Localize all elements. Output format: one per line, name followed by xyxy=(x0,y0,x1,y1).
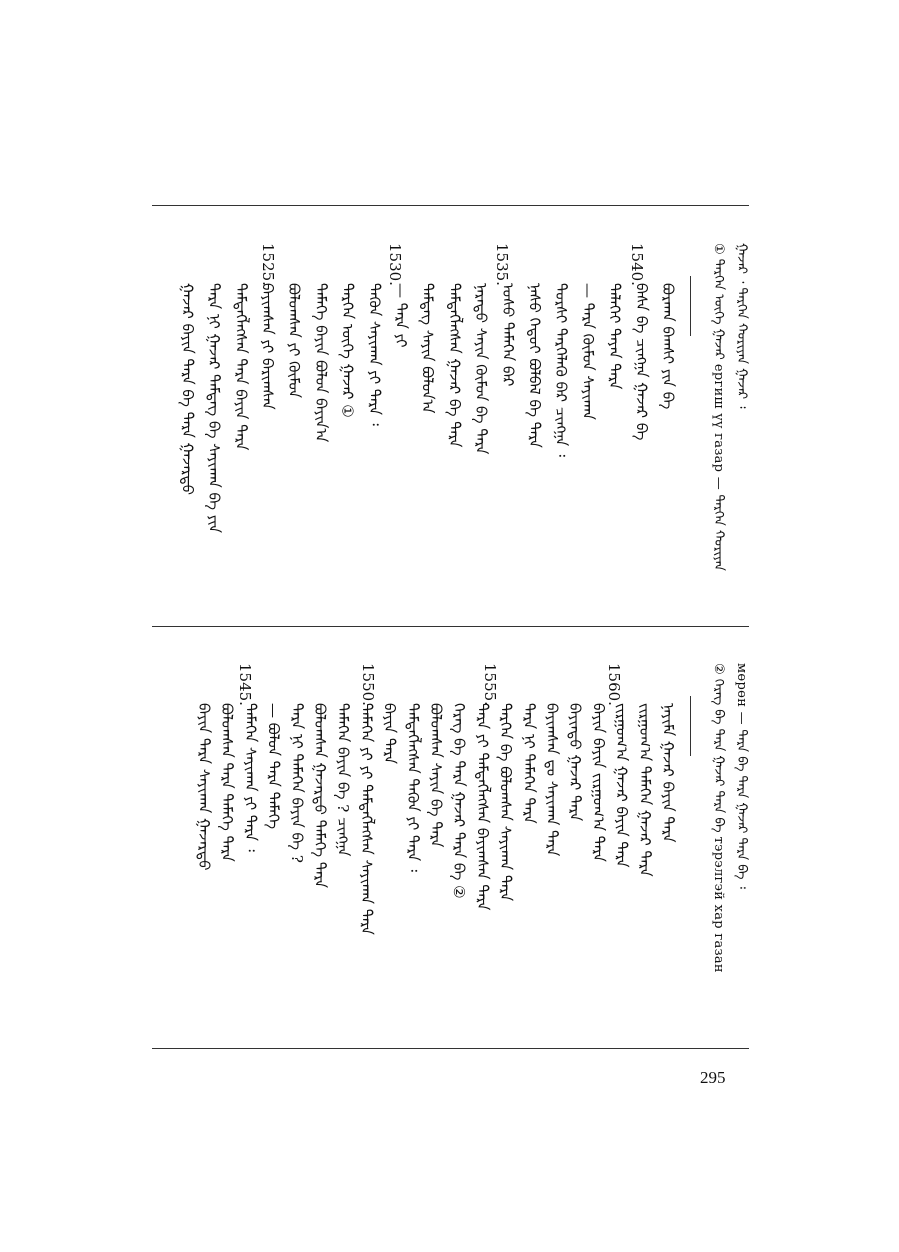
lower-verse-line: ᠲᠡᠷᠡ ᠨᠢ ᠲᠡᠮᠡᠭᠡᠨ ᠲᠡᠷᠡ xyxy=(519,703,538,824)
lower-footnote-line: мөрөн — ᠲᠡᠷᠡ ᠪᠠ ᠲᠡᠷᠡ ᠭᠠᠵᠠᠷ ᠲᠡᠷᠡ ᠪᠠ ᠄ xyxy=(734,663,749,889)
upper-verse-line: ᠭᠠᠵᠠᠷ ᠪᠠᠶᠢᠨ ᠲᠡᠷᠡ ᠪᠠ ᠲᠡᠷᠡ ᠭᠠᠵᠠᠷᠲᠤ xyxy=(178,283,197,496)
upper-verse-line: ᠲᠡᠮᠳᠡᠭᠯᠡᠭᠰᠡᠨ ᠭᠠᠵᠠᠷ ᠪᠠ ᠲᠡᠷᠡ xyxy=(445,283,464,448)
lower-footnote-line: ② ᠬᠡᠷᠡᠭ ᠪᠠ ᠲᠡᠷᠡ ᠭᠠᠵᠠᠷ ᠲᠡᠷᠡ ᠪᠠ тэрэлгэй хар газан xyxy=(711,663,726,973)
upper-verse-line: ᠲᠡᠷᠭᠡᠨ ᠦᠭᠡ ᠭᠠᠵᠠᠷ ① xyxy=(338,283,357,418)
rule-0 xyxy=(152,205,749,206)
page-number: 295 xyxy=(700,1068,726,1087)
lower-verse-line: ᠬᠡᠷᠡᠭ ᠪᠠ ᠲᠡᠷᠡ ᠭᠠᠵᠠᠷ ᠲᠡᠷᠡ ᠪᠠ ② xyxy=(450,703,469,899)
lower-verse-line: ᠪᠠᠶᠢᠨ ᠪᠠᠶᠢᠨ ᠵᠢᠷᠭᠤᠭ᠎ᠠ ᠲᠡᠷᠡ xyxy=(589,703,608,862)
lower-verse-line: ᠨᠠᠶᠢᠮᠠ ᠭᠠᠵᠠᠷ ᠪᠠᠶᠢᠨ ᠲᠡᠷᠡ xyxy=(659,703,677,843)
lower-verse-line: ᠪᠣᠯᠤᠭᠰᠠᠨ ᠰᠠᠶᠢᠨ ᠪᠠ ᠲᠡᠷᠡ xyxy=(427,703,445,848)
upper-verse-line: ᠲᠡᠷᠡ ᠨᠢ ᠭᠠᠵᠠᠷ ᠲᠡᠮᠳᠡᠭ ᠪᠠ ᠰᠠᠶᠢᠬᠠᠨ ᠪᠠ ᠶᠢᠨ xyxy=(205,283,224,533)
upper-verse-line: ᠪᠤᠷᠬᠠᠨ ᠪᠠᠭᠰᠢ ᠶᠢᠨ ᠪᠠ xyxy=(659,283,677,410)
lower-verse-number: 1560. xyxy=(605,663,623,706)
upper-verse-line: — ᠲᠡᠷᠡ ᠬᠦᠮᠦᠨ ᠰᠠᠶᠢᠬᠠᠨ xyxy=(578,283,597,420)
upper-verse-number: 1530. xyxy=(386,243,404,286)
upper-verse-line: ᠲᠡᠮᠳᠡᠭᠯᠡᠭᠰᠡᠨ ᠲᠡᠷᠡ ᠪᠠᠶᠢᠨ ᠲᠡᠷᠡ xyxy=(231,283,250,451)
lower-verse-line: ᠲᠡᠮᠡᠭᠡᠨ ᠶᠢ ᠶᠢ ᠲᠡᠮᠳᠡᠭᠯᠡᠭᠰᠡᠨ ᠰᠠᠶᠢᠬᠠᠨ ᠲᠡᠷᠡ xyxy=(357,703,376,935)
rule-1 xyxy=(152,626,749,627)
upper-verse-line: ᠲᠡᠮᠳᠡᠭ ᠰᠠᠶᠢᠨ ᠪᠣᠯᠤᠨ᠎ᠠ xyxy=(418,283,437,414)
upper-verse-line: ᠨᠡᠷᠡᠲᠦ ᠰᠠᠶᠢᠨ ᠬᠦᠮᠦᠨ ᠪᠠ ᠲᠡᠷᠡ xyxy=(472,283,491,455)
upper-verse-number: 1535. xyxy=(493,243,511,286)
upper-verse-line: ᠪᠣᠯᠤᠭᠰᠠᠨ ᠶᠢ ᠬᠦᠮᠦᠨ xyxy=(285,283,304,399)
upper-verse-line: ᠳᠡᠯᠡᠬᠡᠢ ᠳᠠᠶᠠᠨ ᠲᠡᠷᠡ xyxy=(605,283,624,390)
lower-footnote-separator xyxy=(690,696,691,756)
upper-footnote-line: ① ᠲᠡᠷᠭᠡᠨ ᠦᠭᠡ ᠭᠠᠵᠠᠷ ергиш үү газар — ᠲᠡᠷᠭᠡᠨ ᠬᠤᠷᠢᠶᠠᠨ xyxy=(711,243,726,571)
lower-verse-line: ᠲᠡᠷᠭᠡᠨ ᠪᠠ ᠪᠣᠯᠤᠭᠰᠠᠨ ᠰᠠᠶᠢᠬᠠᠨ ᠲᠡᠷᠡ xyxy=(496,703,515,902)
upper-verse-number: 1540. xyxy=(628,243,646,286)
upper-verse-line: — ᠲᠡᠷᠡ ᠶᠢ xyxy=(392,283,410,348)
lower-verse-number: 1555. xyxy=(481,663,499,706)
lower-verse-number: 1545. xyxy=(236,663,254,706)
lower-verse-line: ᠪᠣᠯᠤᠭᠰᠠᠨ ᠭᠠᠵᠠᠷᠲᠤ ᠲᠡᠮᠡᠭᠡ ᠲᠡᠷᠡ xyxy=(311,703,329,889)
lower-verse-line: — ᠪᠣᠯᠤᠨ ᠲᠡᠷᠡ ᠲᠡᠮᠡᠭᠡ xyxy=(264,703,283,830)
upper-verse-line: ᠪᠠᠰᠠ ᠪᠠ ᠴᠢᠩᠭᠠ ᠭᠠᠵᠠᠷ ᠪᠠ xyxy=(632,283,651,441)
upper-verse-line: ᠪᠠᠶᠢᠭᠰᠠᠨ ᠶᠢ ᠪᠠᠷᠢᠭᠰᠠᠨ xyxy=(258,283,277,410)
lower-verse-line: ᠲᠡᠷᠡ ᠨᠢ ᠲᠡᠮᠡᠭᠡᠨ ᠪᠠᠶᠢᠨ ᠪᠠ ? xyxy=(287,703,306,863)
lower-verse-line: ᠲᠡᠮᠳᠡᠭᠯᠡᠭᠰᠡᠨ ᠲᠡᠭᠦᠨ ᠶᠢ ᠲᠡᠷᠡ ᠄ xyxy=(403,703,422,872)
upper-footnote-separator xyxy=(690,276,691,336)
upper-verse-line: ᠲᠤᠷᠰᠢ ᠲᠡᠷᠭᠡᠯᠡᠬᠦ ᠪᠠᠷ ᠴᠢᠩᠭᠠ ᠄ xyxy=(552,283,571,457)
upper-verse-line: ᠲᠡᠮᠡᠭᠡ ᠪᠠᠶᠢᠨ ᠪᠣᠯᠤᠨ ᠪᠠᠶᠢᠨ᠎ᠠ xyxy=(311,283,330,443)
lower-verse-line: ᠪᠠᠶᠢᠨ ᠲᠡᠷᠡ xyxy=(380,703,399,765)
lower-verse-line: ᠲᠡᠮᠡᠭᠡᠨ ᠪᠠᠶᠢᠨ ᠪᠠ ? ᠴᠢᠩᠭᠠ xyxy=(334,703,353,857)
upper-verse-line: ᠨᠠᠰᠤ ᠬᠡᠳᠦᠢ ᠪᠣᠯᠪᠠᠯ ᠪᠠ ᠲᠡᠷᠡ xyxy=(525,283,544,448)
upper-verse-line: ᠲᠡᠭᠦᠨ ᠰᠠᠶᠢᠬᠠᠨ ᠶᠢ ᠲᠡᠷᠡ ᠄ xyxy=(365,283,384,426)
lower-verse-line: ᠵᠢᠷᠭᠤᠭ᠎ᠠ ᠭᠠᠵᠠᠷ ᠪᠠᠶᠢᠨ ᠲᠡᠷᠡ xyxy=(612,703,631,868)
lower-verse-line: ᠪᠠᠶᠢᠨᠲᠤ ᠭᠠᠵᠠᠷ ᠲᠡᠷᠡ xyxy=(566,703,585,822)
lower-verse-line: ᠲᠡᠮᠡᠭᠡᠨ ᠰᠠᠶᠢᠬᠠᠨ ᠶᠢ ᠲᠡᠷᠡ ᠄ xyxy=(241,703,260,852)
lower-verse-line: ᠲᠡᠷᠡ ᠶᠢ ᠲᠡᠮᠳᠡᠭᠯᠡᠭᠰᠡᠨ ᠪᠠᠶᠢᠭᠰᠠᠨ ᠲᠡᠷᠡ xyxy=(473,703,492,911)
lower-verse-line: ᠪᠠᠶᠢᠨ ᠲᠡᠷᠡ ᠰᠠᠶᠢᠬᠠᠨ ᠭᠠᠵᠠᠷᠲᠤ xyxy=(195,703,213,871)
upper-footnote-line: ᠭᠠᠵᠠᠷ ᠂ ᠲᠡᠷᠭᠡᠨ ᠬᠤᠷᠢᠶᠠᠨ ᠭᠠᠵᠠᠷ ᠄ xyxy=(734,243,749,409)
lower-verse-line: ᠵᠢᠷᠭᠤᠭ᠎ᠠ ᠲᠡᠮᠡᠭᠡᠨ ᠭᠠᠵᠠᠷ ᠲᠡᠷᠡ xyxy=(635,703,654,877)
lower-verse-number: 1550. xyxy=(359,663,377,706)
upper-verse-number: 1525. xyxy=(259,243,277,286)
rule-2 xyxy=(152,1048,749,1049)
lower-verse-line: ᠪᠣᠯᠤᠭᠰᠠᠨ ᠲᠡᠷᠡ ᠲᠡᠮᠡᠭᠡ ᠲᠡᠷᠡ xyxy=(218,703,237,862)
upper-verse-line: ᠤᠰᠤ ᠲᠡᠮᠡᠭᠡᠨ ᠪᠠᠷ xyxy=(498,283,517,387)
lower-verse-line: ᠪᠠᠶᠢᠭᠰᠠᠨ ᠳᠤ ᠰᠠᠶᠢᠬᠠᠨ ᠲᠡᠷᠡ xyxy=(543,703,561,857)
